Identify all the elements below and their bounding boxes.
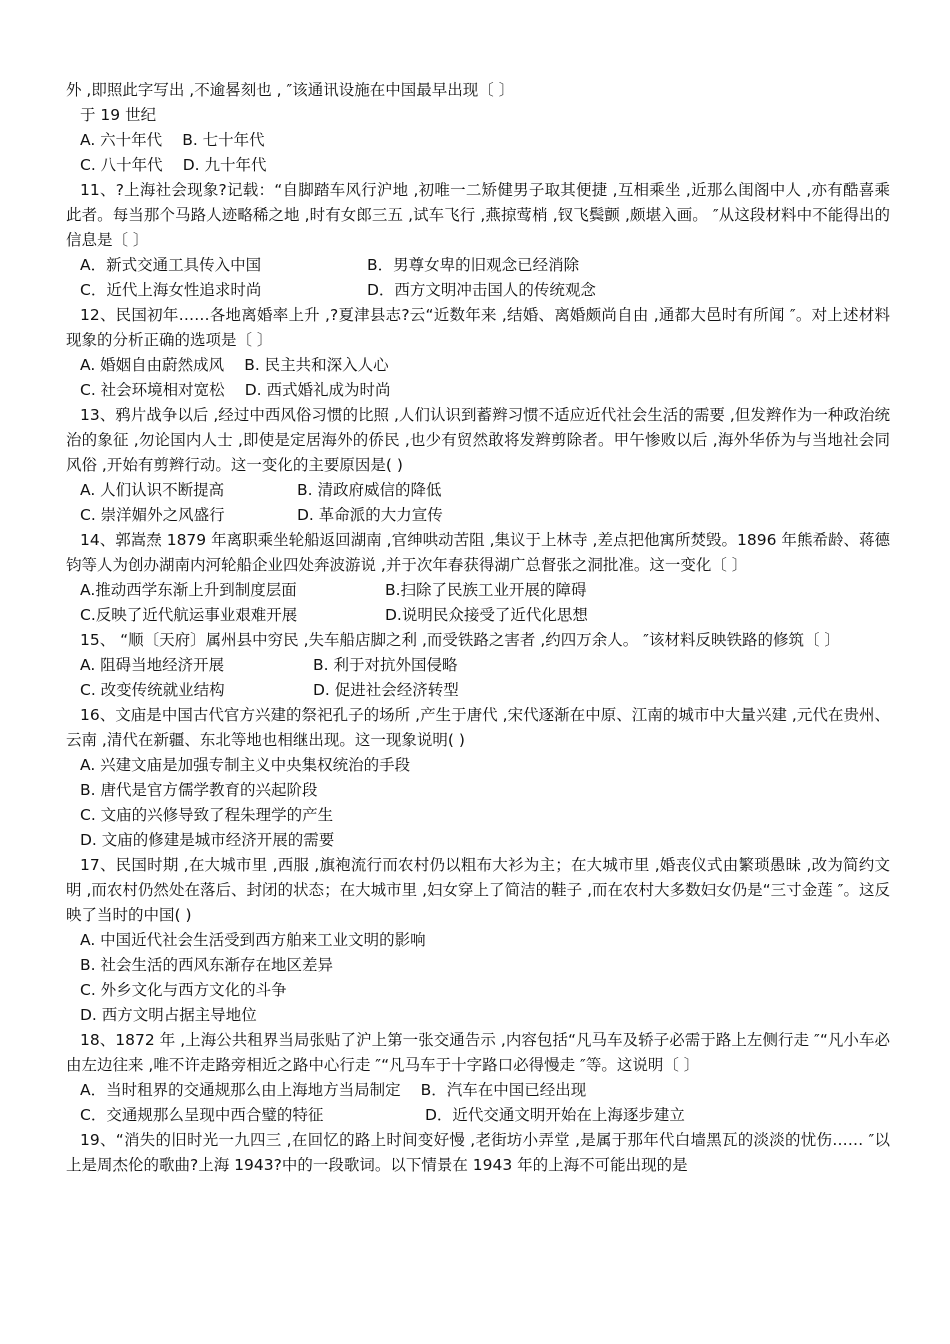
option-a: A．新式交通工具传入中国 [80, 256, 262, 274]
option-b: B. 利于对抗外国侵略 [313, 656, 458, 674]
option-d: D．近代交通文明开始在上海逐步建立 [425, 1106, 685, 1124]
question-16-stem: 16、文庙是中国古代官方兴建的祭祀孔子的场所 ,产生于唐代 ,宋代逐渐在中原、江南的城市中大量兴建 ,元代在贵州、云南 ,清代在新疆、东北等地也相继出现。这一现象说明( ) [66, 706, 890, 749]
option-d: D.说明民众接受了近代化思想 [385, 606, 588, 624]
question-15-options-row [66, 678, 890, 703]
question-14-stem: 14、郭嵩焘 1879 年离职乘坐轮船返回湖南 ,官绅哄动苦阻 ,集议于上林寺 ,差点把他寓所焚毁。1896 年熊希龄、蒋德钧等人为创办湖南内河轮船企业四处奔波游说 ,并于次年春获得湖广总督张之洞批准。这一变化〔 〕 [66, 531, 890, 574]
question-12-options-row [66, 353, 890, 378]
question-13-stem: 13、鸦片战争以后 ,经过中西风俗习惯的比照 ,人们认识到蓄辫习惯不适应近代社会生活的需要 ,但发辫作为一种政治统治的象征 ,勿论国内人士 ,即使是定居海外的侨民 ,也少有贸然敢将发辫剪除者。甲午惨败以后 ,海外华侨为与当地社会同风俗 ,开始有剪辫行动。这一变化的主要原因是( ) [66, 406, 890, 474]
question-18-stem: 18、1872 年 ,上海公共租界当局张贴了沪上第一张交通告示 ,内容包括“凡马车及轿子必需于路上左侧行走 ″“凡小车必由左边往来 ,唯不许走路旁相近之路中心行走 ″“凡马车于十字路口必得慢走 ″等。这说明〔 〕 [66, 1031, 890, 1074]
question-14-options-row [66, 603, 890, 628]
option-c: C.反映了近代航运事业艰难开展 [80, 606, 298, 624]
option-d: D. 九十年代 [182, 156, 267, 174]
option-c: C. 外乡文化与西方文化的斗争 [80, 981, 287, 999]
option-d: D．西方文明冲击国人的传统观念 [367, 281, 596, 299]
option-b: B. 唐代是官方儒学教育的兴起阶段 [80, 781, 318, 799]
option-d: D. 西式婚礼成为时尚 [244, 381, 391, 399]
option-a: A. 中国近代社会生活受到西方舶来工业文明的影响 [80, 931, 426, 949]
question-17-stem: 17、民国时期 ,在大城市里 ,西服 ,旗袍流行而农村仍以粗布大衫为主；在大城市里 ,婚丧仪式由繁琐愚昧 ,改为简约文明 ,而农村仍然处在落后、封闭的状态；在大城市里 ,妇女穿上了简洁的鞋子 ,而在农村大多数妇女仍是“三寸金莲 ″。这反映了当时的中国( ) [66, 856, 890, 924]
question-14-options-row [66, 578, 890, 603]
option-d: D. 促进社会经济转型 [313, 681, 459, 699]
option-c: C. 崇洋媚外之风盛行 [80, 506, 225, 524]
option-d: D. 西方文明占据主导地位 [80, 1006, 257, 1024]
question-15-options-row [66, 653, 890, 678]
option-c: C. 改变传统就业结构 [80, 681, 225, 699]
question-10-options-row [66, 128, 890, 153]
option-a: A.推动西学东渐上升到制度层面 [80, 581, 297, 599]
option-c: C. 八十年代 [80, 156, 163, 174]
question-10-stem-tail: 于 19 世纪 [80, 106, 157, 124]
option-b: B. 清政府威信的降低 [297, 481, 442, 499]
option-b: B．男尊女卑的旧观念已经消除 [367, 256, 580, 274]
option-a: A. 六十年代 [80, 131, 163, 149]
option-a: A. 人们认识不断提高 [80, 481, 225, 499]
option-b: B. 七十年代 [182, 131, 265, 149]
document-page [66, 78, 890, 1178]
option-a: A．当时租界的交通规那么由上海地方当局制定 [80, 1081, 401, 1099]
question-12-stem: 12、民国初年……各地离婚率上升 ,?夏津县志?云“近数年来 ,结婚、离婚颇尚自由 ,通都大邑时有所闻 ″。对上述材料现象的分析正确的选项是〔 〕 [66, 306, 890, 349]
question-11-options-row [66, 278, 890, 303]
option-d: D. 革命派的大力宣传 [297, 506, 443, 524]
question-19-stem: 19、“消失的旧时光一九四三 ,在回忆的路上时间变好慢 ,老街坊小弄堂 ,是属于那年代白墙黑瓦的淡淡的忧伤…… ″以上是周杰伦的歌曲?上海 1943?中的一段歌词。以下情景在 1943 年的上海不可能出现的是 [66, 1131, 890, 1174]
question-10-options-row [66, 153, 890, 178]
option-c: C．交通规那么呈现中西合璧的特征 [80, 1106, 324, 1124]
option-c: C. 社会环境相对宽松 [80, 381, 225, 399]
option-b: B. 社会生活的西风东渐存在地区差异 [80, 956, 333, 974]
option-d: D. 文庙的修建是城市经济开展的需要 [80, 831, 335, 849]
question-15-stem: 15、 “顺〔天府〕属州县中穷民 ,失车船店脚之利 ,而受铁路之害者 ,约四万余人。 ″该材料反映铁路的修筑〔 〕 [80, 631, 840, 649]
option-b: B．汽车在中国已经出现 [420, 1081, 587, 1099]
option-c: C. 文庙的兴修导致了程朱理学的产生 [80, 806, 334, 824]
option-c: C．近代上海女性追求时尚 [80, 281, 262, 299]
option-b: B.扫除了民族工业开展的障碍 [385, 581, 587, 599]
option-a: A. 阻碍当地经济开展 [80, 656, 225, 674]
question-11-options-row [66, 253, 890, 278]
question-11-stem: 11、?上海社会现象?记载：“自脚踏车风行沪地 ,初唯一二矫健男子取其便捷 ,互相乘坐 ,近那么闺阁中人 ,亦有酷喜乘此者。每当那个马路人迹略稀之地 ,时有女郎三五 ,试车飞行 ,燕掠莺梢 ,钗飞鬓颤 ,颇堪入画。 ″从这段材料中不能得出的信息是〔 〕 [66, 181, 890, 249]
option-a: A. 婚姻自由蔚然成风 [80, 356, 225, 374]
question-13-options-row [66, 478, 890, 503]
question-13-options-row [66, 503, 890, 528]
option-b: B. 民主共和深入人心 [244, 356, 389, 374]
question-10-stem-tail: 外 ,即照此字写出 ,不逾晷刻也 , ″该通讯设施在中国最早出现〔 〕 [66, 81, 515, 99]
option-a: A. 兴建文庙是加强专制主义中央集权统治的手段 [80, 756, 411, 774]
question-18-options-row [66, 1078, 890, 1103]
question-12-options-row [66, 378, 890, 403]
question-18-options-row [66, 1103, 890, 1128]
